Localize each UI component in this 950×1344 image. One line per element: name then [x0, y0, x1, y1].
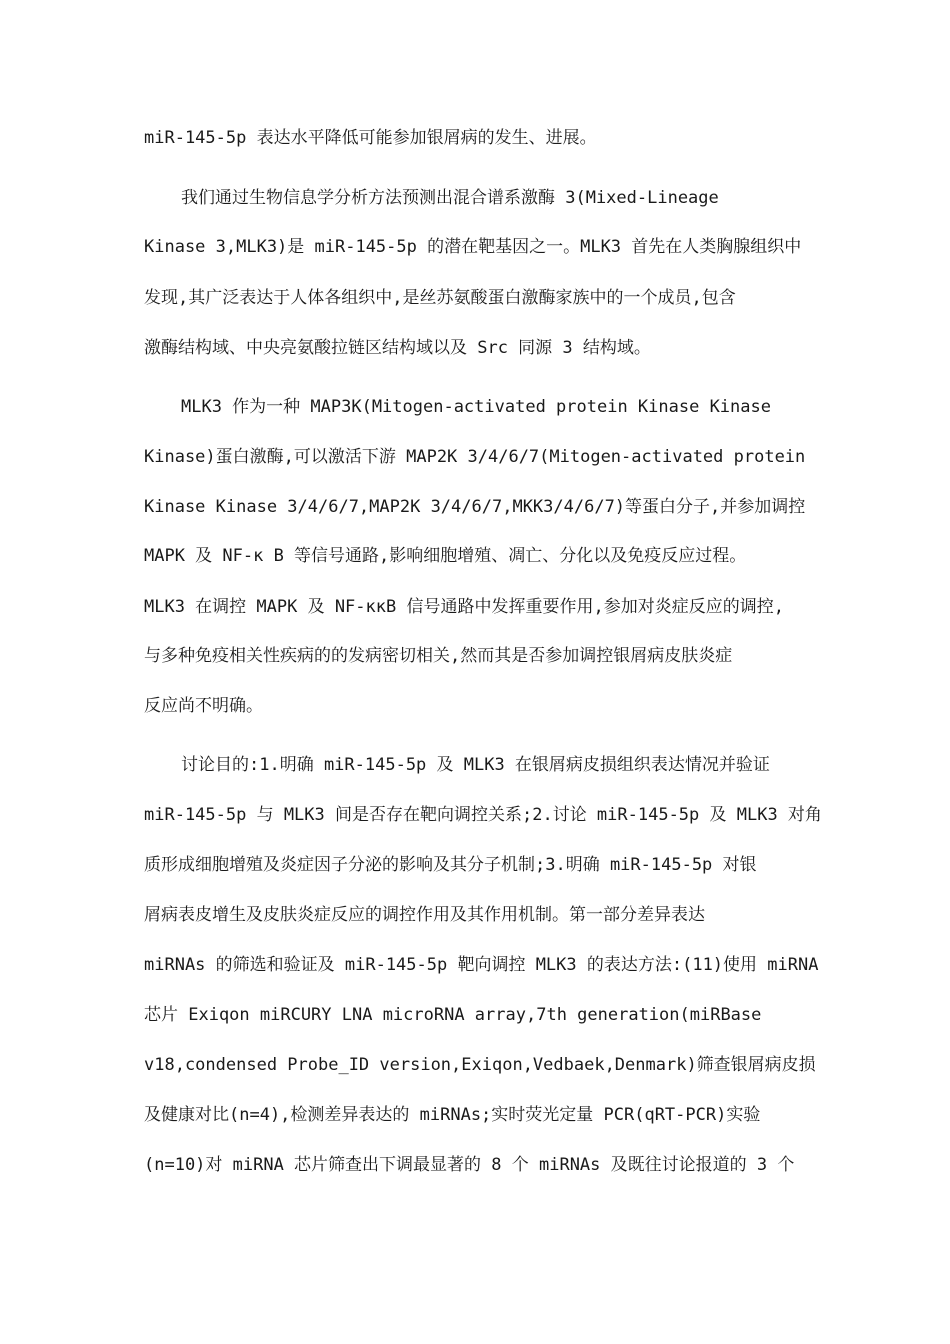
text-line: MLK3 在调控 MAPK 及 NF-κκB 信号通路中发挥重要作用,参加对炎症反应的调控, [144, 597, 784, 617]
text-line: Kinase Kinase 3/4/6/7,MAP2K 3/4/6/7,MKK3/4/6/7)等蛋白分子,并参加调控 [144, 497, 806, 517]
text-line: 讨论目的:1.明确 miR-145-5p 及 MLK3 在银屑病皮损组织表达情况并验证 [181, 755, 770, 775]
text-line: Kinase)蛋白激酶,可以激活下游 MAP2K 3/4/6/7(Mitogen-activated protein [144, 447, 806, 467]
text-line: 质形成细胞增殖及炎症因子分泌的影响及其分子机制;3.明确 miR-145-5p 对银 [144, 855, 757, 875]
text-line: miRNAs 的筛选和验证及 miR-145-5p 靶向调控 MLK3 的表达方法:(11)使用 miRNA [144, 955, 819, 975]
text-line: v18,condensed Probe_ID version,Exiqon,Vedbaek,Denmark)筛查银屑病皮损 [144, 1055, 816, 1075]
text-line: MAPK 及 NF-κ B 等信号通路,影响细胞增殖、凋亡、分化以及免疫反应过程。 [144, 546, 747, 566]
text-line: miR-145-5p 表达水平降低可能参加银屑病的发生、进展。 [144, 128, 597, 148]
text-line: 芯片 Exiqon miRCURY LNA microRNA array,7th generation(miRBase [144, 1005, 762, 1025]
text-line: 我们通过生物信息学分析方法预测出混合谱系激酶 3(Mixed-Lineage [181, 188, 719, 208]
text-line: 发现,其广泛表达于人体各组织中,是丝苏氨酸蛋白激酶家族中的一个成员,包含 [144, 288, 736, 308]
text-line: miR-145-5p 与 MLK3 间是否存在靶向调控关系;2.讨论 miR-145-5p 及 MLK3 对角 [144, 805, 822, 825]
text-line: 激酶结构域、中央亮氨酸拉链区结构域以及 Src 同源 3 结构域。 [144, 338, 651, 358]
text-line: Kinase 3,MLK3)是 miR-145-5p 的潜在靶基因之一。MLK3 首先在人类胸腺组织中 [144, 237, 802, 257]
text-line: MLK3 作为一种 MAP3K(Mitogen-activated protein Kinase Kinase [181, 397, 771, 417]
text-line: 屑病表皮增生及皮肤炎症反应的调控作用及其作用机制。第一部分差异表达 [144, 905, 705, 925]
text-line: (n=10)对 miRNA 芯片筛查出下调最显著的 8 个 miRNAs 及既往讨论报道的 3 个 [144, 1155, 795, 1175]
text-line: 反应尚不明确。 [144, 696, 263, 716]
text-line: 与多种免疫相关性疾病的的发病密切相关,然而其是否参加调控银屑病皮肤炎症 [144, 646, 733, 666]
text-line: 及健康对比(n=4),检测差异表达的 miRNAs;实时荧光定量 PCR(qRT-PCR)实验 [144, 1105, 761, 1125]
